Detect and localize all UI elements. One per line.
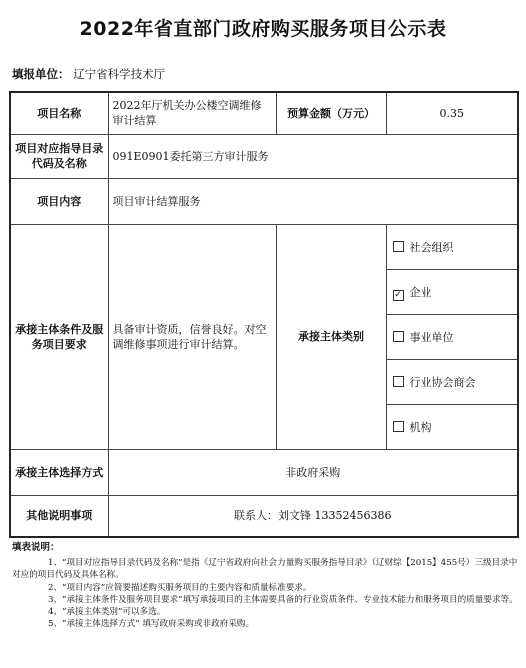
row-project-name [10,92,518,134]
requirements-label: 承接主体条件及服务项目要求 [10,224,108,449]
other-value: 联系人：刘文锋 13352456386 [108,495,518,537]
other-label: 其他说明事项 [10,495,108,537]
row-catalog [10,134,518,178]
reporting-unit-value: 辽宁省科学技术厅 [73,67,166,81]
instruction-line: 2、“项目内容”应简要描述购买服务项目的主要内容和质量标准要求。 [48,582,312,593]
content-label: 项目内容 [10,178,108,224]
option-industry-association [386,359,518,404]
selection-label: 承接主体选择方式 [10,449,108,495]
option-public-institution [386,314,518,359]
row-requirements [10,224,518,269]
checkbox-icon [393,421,404,432]
reporting-unit-label: 填报单位： [12,67,70,81]
row-content [10,178,518,224]
option-text: 企业 [409,285,432,299]
checked-box-icon: ✓ [394,289,402,300]
option-text: 行业协会商会 [409,375,476,389]
option-text: 事业单位 [409,330,454,344]
page-title: 2022年省直部门政府购买服务项目公示表 [79,18,447,40]
project-name-label: 项目名称 [10,92,108,134]
instruction-line: 3、“承接主体条件及服务项目要求”填写承接项目的主体需要具备的行业资质条件、专业技术能力和服务项目的质量要求等。 [48,594,518,605]
row-selection [10,449,518,495]
budget-label: 预算金额（万元） [276,92,386,134]
catalog-label: 项目对应指导目录代码及名称 [10,134,108,178]
option-text: 机构 [409,420,432,434]
content-value: 项目审计结算服务 [108,178,518,224]
checkbox-icon [393,376,404,387]
row-other [10,495,518,537]
option-institution [386,404,518,449]
option-social-org [386,224,518,269]
project-name-value: 2022年厅机关办公楼空调维修审计结算 [108,92,276,134]
instruction-line: 1、“项目对应指导目录代码及名称”是指《辽宁省政府向社会力量购买服务指导目录》（辽财综【2015】455号）三级目录中对应的项目代码及具体名称。 [12,558,518,581]
requirements-value: 具备审计资质，信誉良好。对空调维修事项进行审计结算。 [108,224,276,449]
option-enterprise [386,269,518,314]
reporting-unit [12,66,165,82]
checkbox-icon [393,241,404,252]
option-text: 社会组织 [409,240,454,254]
instruction-line: 5、“承接主体选择方式” 填写政府采购或非政府采购。 [48,619,255,630]
disclosure-table [9,91,519,538]
catalog-value: 091E0901委托第三方审计服务 [108,134,518,178]
fill-instructions [12,542,518,630]
instructions-title: 填表说明： [12,542,60,553]
subject-type-label: 承接主体类别 [276,224,386,449]
budget-value: 0.35 [386,92,518,134]
checkbox-icon [393,331,404,342]
selection-value: 非政府采购 [108,449,518,495]
instruction-line: 4、“承接主体类别”可以多选。 [48,607,166,618]
